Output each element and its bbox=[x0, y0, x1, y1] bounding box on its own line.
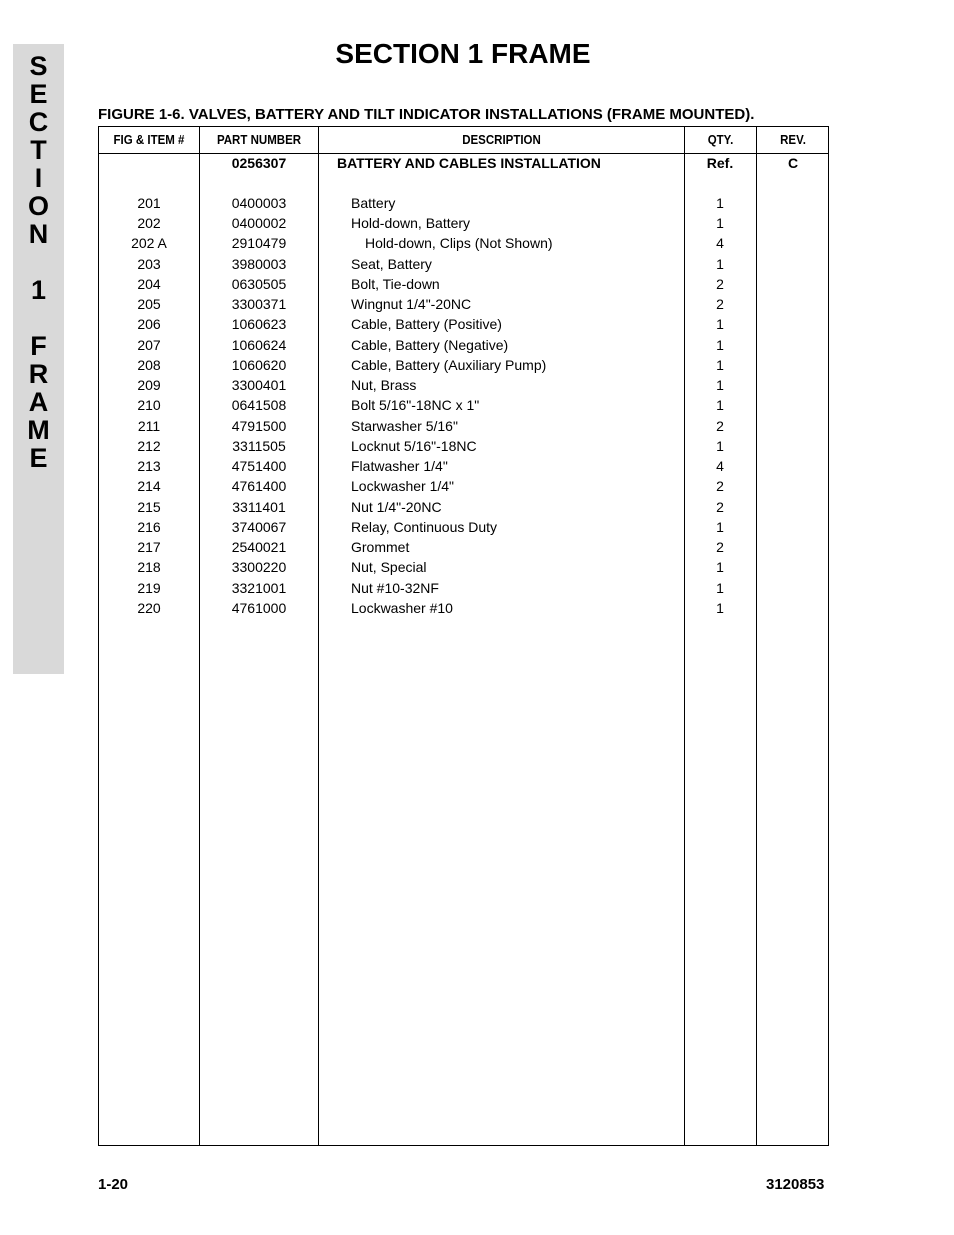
table-row bbox=[99, 233, 828, 253]
cell-item-number: 212 bbox=[137, 438, 161, 454]
table-row bbox=[99, 517, 828, 537]
cell-part-number: 3980003 bbox=[231, 256, 287, 272]
table-row bbox=[99, 537, 828, 557]
cell-qty: Ref. bbox=[706, 155, 734, 171]
cell-part-number: 0256307 bbox=[231, 155, 287, 171]
side-tab-letter: 1 bbox=[30, 275, 47, 305]
table-row bbox=[99, 153, 828, 173]
cell-item-number: 219 bbox=[137, 580, 161, 596]
cell-qty: 4 bbox=[716, 235, 724, 251]
table-row bbox=[99, 598, 828, 618]
cell-qty: 1 bbox=[716, 580, 724, 596]
cell-description: Cable, Battery (Positive) bbox=[351, 316, 502, 332]
cell-item-number: 218 bbox=[137, 559, 161, 575]
side-tab-letter: C bbox=[28, 107, 49, 137]
cell-description: Wingnut 1/4"-20NC bbox=[351, 296, 472, 312]
cell-item-number: 206 bbox=[137, 316, 161, 332]
cell-qty: 2 bbox=[716, 499, 724, 515]
table-row bbox=[99, 456, 828, 476]
cell-description: Hold-down, Battery bbox=[351, 215, 471, 231]
cell-item-number: 216 bbox=[137, 519, 161, 535]
cell-qty: 2 bbox=[716, 418, 724, 434]
header-item: FIG & ITEM # bbox=[113, 133, 185, 147]
table-row bbox=[99, 213, 828, 233]
side-tab-letter: E bbox=[29, 443, 48, 473]
side-tab-letter: T bbox=[30, 135, 47, 165]
cell-item-number: 201 bbox=[137, 195, 161, 211]
cell-item-number: 211 bbox=[137, 418, 161, 434]
cell-part-number: 0630505 bbox=[231, 276, 287, 292]
cell-part-number: 0400003 bbox=[231, 195, 287, 211]
cell-part-number: 0641508 bbox=[231, 397, 287, 413]
cell-description: Nut #10-32NF bbox=[351, 580, 439, 596]
table-row bbox=[99, 476, 828, 496]
cell-item-number: 209 bbox=[137, 377, 161, 393]
cell-description: Nut, Brass bbox=[351, 377, 417, 393]
side-tab-letter: S bbox=[29, 51, 48, 81]
header-description: DESCRIPTION bbox=[462, 133, 541, 147]
table-row bbox=[99, 395, 828, 415]
cell-description: Grommet bbox=[351, 539, 410, 555]
cell-description: Seat, Battery bbox=[351, 256, 432, 272]
cell-item-number: 202 A bbox=[131, 235, 167, 251]
cell-description: Cable, Battery (Auxiliary Pump) bbox=[351, 357, 547, 373]
cell-qty: 1 bbox=[716, 256, 724, 272]
cell-item-number: 204 bbox=[137, 276, 161, 292]
side-tab-letter: R bbox=[28, 359, 49, 389]
cell-qty: 2 bbox=[716, 276, 724, 292]
cell-item-number: 213 bbox=[137, 458, 161, 474]
cell-qty: 1 bbox=[716, 438, 724, 454]
side-tab-letter: N bbox=[28, 219, 49, 249]
cell-part-number: 3311505 bbox=[232, 438, 286, 454]
cell-part-number: 1060623 bbox=[231, 316, 287, 332]
cell-part-number: 4751400 bbox=[231, 458, 287, 474]
table-row bbox=[99, 193, 828, 213]
cell-part-number: 4791500 bbox=[231, 418, 287, 434]
cell-description: Flatwasher 1/4" bbox=[351, 458, 448, 474]
cell-part-number: 1060620 bbox=[231, 357, 287, 373]
cell-description: Hold-down, Clips (Not Shown) bbox=[365, 235, 553, 251]
cell-description: Lockwasher 1/4" bbox=[351, 478, 455, 494]
table-row bbox=[99, 335, 828, 355]
cell-description: Locknut 5/16"-18NC bbox=[351, 438, 477, 454]
table-row bbox=[99, 497, 828, 517]
cell-qty: 1 bbox=[716, 316, 724, 332]
cell-part-number: 4761000 bbox=[231, 600, 287, 616]
table-row bbox=[99, 436, 828, 456]
cell-item-number: 215 bbox=[137, 499, 161, 515]
cell-part-number: 3300220 bbox=[231, 559, 287, 575]
side-tab-letter: O bbox=[27, 191, 49, 221]
header-rev: REV. bbox=[780, 133, 806, 147]
cell-qty: 1 bbox=[716, 357, 724, 373]
table-row bbox=[99, 314, 828, 334]
cell-rev: C bbox=[787, 155, 799, 171]
cell-part-number: 3311401 bbox=[232, 499, 286, 515]
cell-item-number: 207 bbox=[137, 337, 161, 353]
cell-part-number: 3740067 bbox=[231, 519, 287, 535]
cell-description: BATTERY AND CABLES INSTALLATION bbox=[337, 155, 601, 171]
section-side-tab bbox=[13, 44, 64, 674]
table-row bbox=[99, 274, 828, 294]
page-number: 1-20 bbox=[98, 1176, 129, 1193]
cell-description: Lockwasher #10 bbox=[351, 600, 453, 616]
parts-table bbox=[98, 126, 829, 1146]
cell-item-number: 210 bbox=[137, 397, 161, 413]
cell-part-number: 3321001 bbox=[231, 580, 287, 596]
table-header bbox=[99, 127, 828, 154]
cell-item-number: 217 bbox=[137, 539, 161, 555]
side-tab-letter: M bbox=[27, 415, 50, 445]
header-qty: QTY. bbox=[707, 133, 734, 147]
cell-qty: 1 bbox=[716, 195, 724, 211]
figure-title: FIGURE 1-6. VALVES, BATTERY AND TILT INDICATOR INSTALLATIONS (FRAME MOUNTED). bbox=[98, 106, 755, 123]
table-row bbox=[99, 355, 828, 375]
cell-description: Starwasher 5/16" bbox=[351, 418, 458, 434]
cell-qty: 1 bbox=[716, 215, 724, 231]
cell-description: Cable, Battery (Negative) bbox=[351, 337, 509, 353]
cell-part-number: 0400002 bbox=[231, 215, 287, 231]
cell-description: Nut, Special bbox=[351, 559, 427, 575]
cell-qty: 1 bbox=[716, 377, 724, 393]
table-row bbox=[99, 557, 828, 577]
cell-qty: 1 bbox=[716, 397, 724, 413]
cell-description: Bolt, Tie-down bbox=[351, 276, 440, 292]
cell-description: Relay, Continuous Duty bbox=[351, 519, 498, 535]
cell-qty: 1 bbox=[716, 559, 724, 575]
cell-part-number: 1060624 bbox=[231, 337, 287, 353]
side-tab-letter: A bbox=[28, 387, 49, 417]
cell-part-number: 3300371 bbox=[231, 296, 287, 312]
cell-part-number: 2540021 bbox=[231, 539, 287, 555]
cell-qty: 4 bbox=[716, 458, 724, 474]
cell-item-number: 205 bbox=[137, 296, 161, 312]
cell-item-number: 214 bbox=[137, 478, 161, 494]
cell-qty: 2 bbox=[716, 478, 724, 494]
cell-item-number: 203 bbox=[137, 256, 161, 272]
table-row bbox=[99, 578, 828, 598]
side-tab-letter: E bbox=[29, 79, 48, 109]
table-row bbox=[99, 294, 828, 314]
header-part-number: PART NUMBER bbox=[216, 133, 302, 147]
document-number: 3120853 bbox=[766, 1176, 825, 1193]
cell-qty: 2 bbox=[716, 296, 724, 312]
cell-qty: 1 bbox=[716, 519, 724, 535]
side-tab-letter: I bbox=[34, 163, 43, 193]
page-title: SECTION 1 FRAME bbox=[335, 38, 591, 69]
cell-part-number: 2910479 bbox=[231, 235, 287, 251]
cell-description: Battery bbox=[351, 195, 396, 211]
cell-item-number: 220 bbox=[137, 600, 161, 616]
cell-part-number: 3300401 bbox=[231, 377, 287, 393]
cell-qty: 2 bbox=[716, 539, 724, 555]
side-tab-letter: F bbox=[30, 331, 47, 361]
cell-item-number: 202 bbox=[137, 215, 161, 231]
cell-description: Bolt 5/16"-18NC x 1" bbox=[351, 397, 480, 413]
cell-qty: 1 bbox=[716, 600, 724, 616]
table-row bbox=[99, 375, 828, 395]
cell-item-number: 208 bbox=[137, 357, 161, 373]
cell-part-number: 4761400 bbox=[231, 478, 287, 494]
cell-qty: 1 bbox=[716, 337, 724, 353]
table-row bbox=[99, 416, 828, 436]
table-row bbox=[99, 254, 828, 274]
cell-description: Nut 1/4"-20NC bbox=[351, 499, 442, 515]
